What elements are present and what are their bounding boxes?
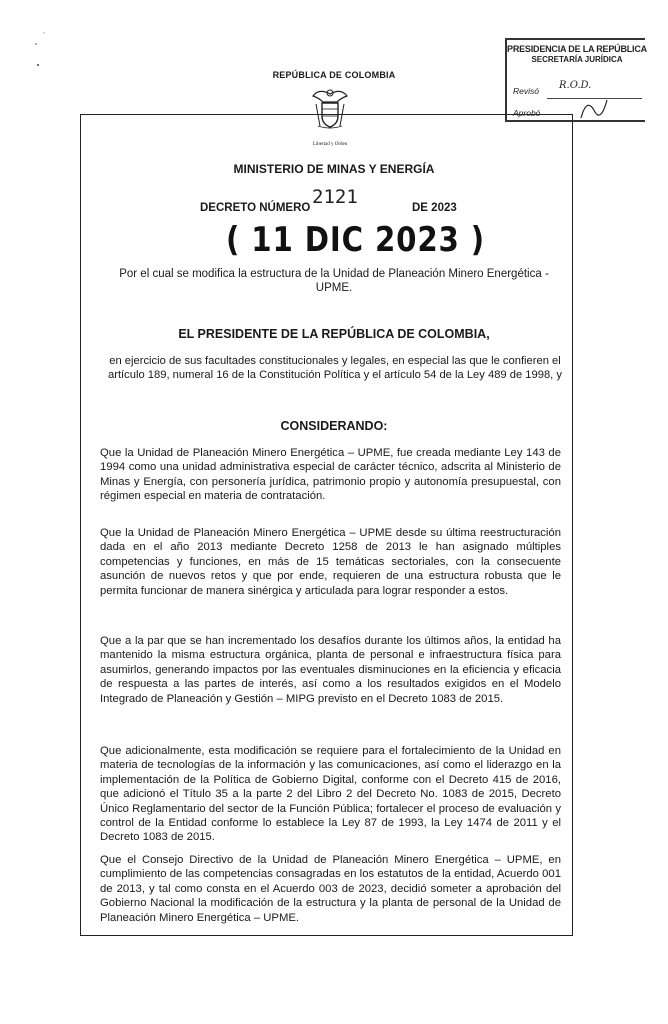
considering-paragraph-4: Que adicionalmente, esta modificación se requiere para el fortalecimiento de la Unidad en materia de tecnologías de la información y las comunicaciones, así como el liderazgo en la implementación de la Política de Gobierno Digital, conforme con el Decreto 415 de 2016, que adicionó el Título 35 a la parte 2 del Libro 2 del Decreto No. 1083 de 2015, Decreto Único Reglamentario del sector de la Función Pública; fortalecer el proceso de evaluación y control de la Entidad conforme lo establece la Ley 87 de 1993, la Ley 1474 de 2011 y el Decreto 1083 de 2015. bbox=[100, 745, 561, 844]
decree-number-label: DECRETO NÚMERO bbox=[200, 202, 311, 214]
stamp-approved-label: Aprobó bbox=[513, 108, 541, 118]
decree-number: 2121 bbox=[312, 186, 358, 208]
juridical-stamp bbox=[505, 38, 645, 122]
stamp-presidency: PRESIDENCIA DE LA REPÚBLICA bbox=[507, 44, 647, 54]
stamp-reviewed-label: Revisó bbox=[513, 86, 539, 96]
scan-specks bbox=[0, 0, 80, 80]
ministry-heading: MINISTERIO DE MINAS Y ENERGÍA bbox=[233, 162, 435, 176]
president-heading: EL PRESIDENTE DE LA REPÚBLICA DE COLOMBIA, bbox=[178, 327, 490, 341]
considering-heading: CONSIDERANDO: bbox=[280, 419, 388, 433]
republic-heading: REPÚBLICA DE COLOMBIA bbox=[272, 70, 396, 80]
considering-paragraph-2: Que la Unidad de Planeación Minero Energética – UPME desde su última reestructuración dada en el año 2013 mediante Decreto 1258 de 2013 le han asignado múltiples competencias y funciones, en más de 15 temáticas sectoriales, con la consecuente asunción de nuevos retos y que por ende, requieren de una estructura robusta que le permita funcionar de manera sinérgica y articulada para lograr responder a estos. bbox=[100, 527, 561, 597]
considering-paragraph-5: Que el Consejo Directivo de la Unidad de Planeación Minero Energética – UPME, en cumplimiento de las competencias consagradas en los estatutos de la entidad, Acuerdo 001 de 2013, y tal como consta en el Acuerdo 003 de 2023, decidió someter a aprobación del Gobierno Nacional la modificación de la estructura y la planta de personal de la Unidad de Planeación Minero Energética – UPME. bbox=[100, 854, 561, 924]
decree-year: DE 2023 bbox=[412, 202, 457, 214]
stamp-secretariat: SECRETARÍA JURÍDICA bbox=[531, 55, 623, 64]
decree-subject: Por el cual se modifica la estructura de la Unidad de Planeación Minero Energética - UPME. bbox=[119, 268, 549, 294]
date-stamp: ( 11 DIC 2023 ) bbox=[226, 220, 486, 260]
signature-mark-icon bbox=[577, 92, 617, 122]
faculties-paragraph: en ejercicio de sus facultades constitucionales y legales, en especial las que le confieren el artículo 189, numeral 16 de la Constitución Política y el artículo 54 de la Ley 489 de 1998, y bbox=[108, 355, 562, 381]
seal-caption: Libertad y Orden bbox=[312, 142, 348, 147]
considering-paragraph-3: Que a la par que se han incrementado los desafíos durante los últimos años, la entidad ha mantenido la misma estructura orgánica, planta de personal e infraestructura física para asumirlos, generando impactos por las eventuales disminuciones en la eficiencia y eficacia de respuesta a las partes de interés, así como a los resultados exigidos en el Modelo Integrado de Planeación y Gestión – MIPG previsto en el Decreto 1083 de 2015. bbox=[100, 635, 561, 705]
considering-paragraph-1: Que la Unidad de Planeación Minero Energética – UPME, fue creada mediante Ley 143 de 1994 como una unidad administrativa especial de carácter técnico, adscrita al Ministerio de Minas y Energía, con personería jurídica, patrimonio propio y autonomía presupuestal, con régimen especial en materia de contratación. bbox=[100, 447, 561, 503]
stamp-reviewed-signature: R.O.D. bbox=[559, 80, 592, 91]
